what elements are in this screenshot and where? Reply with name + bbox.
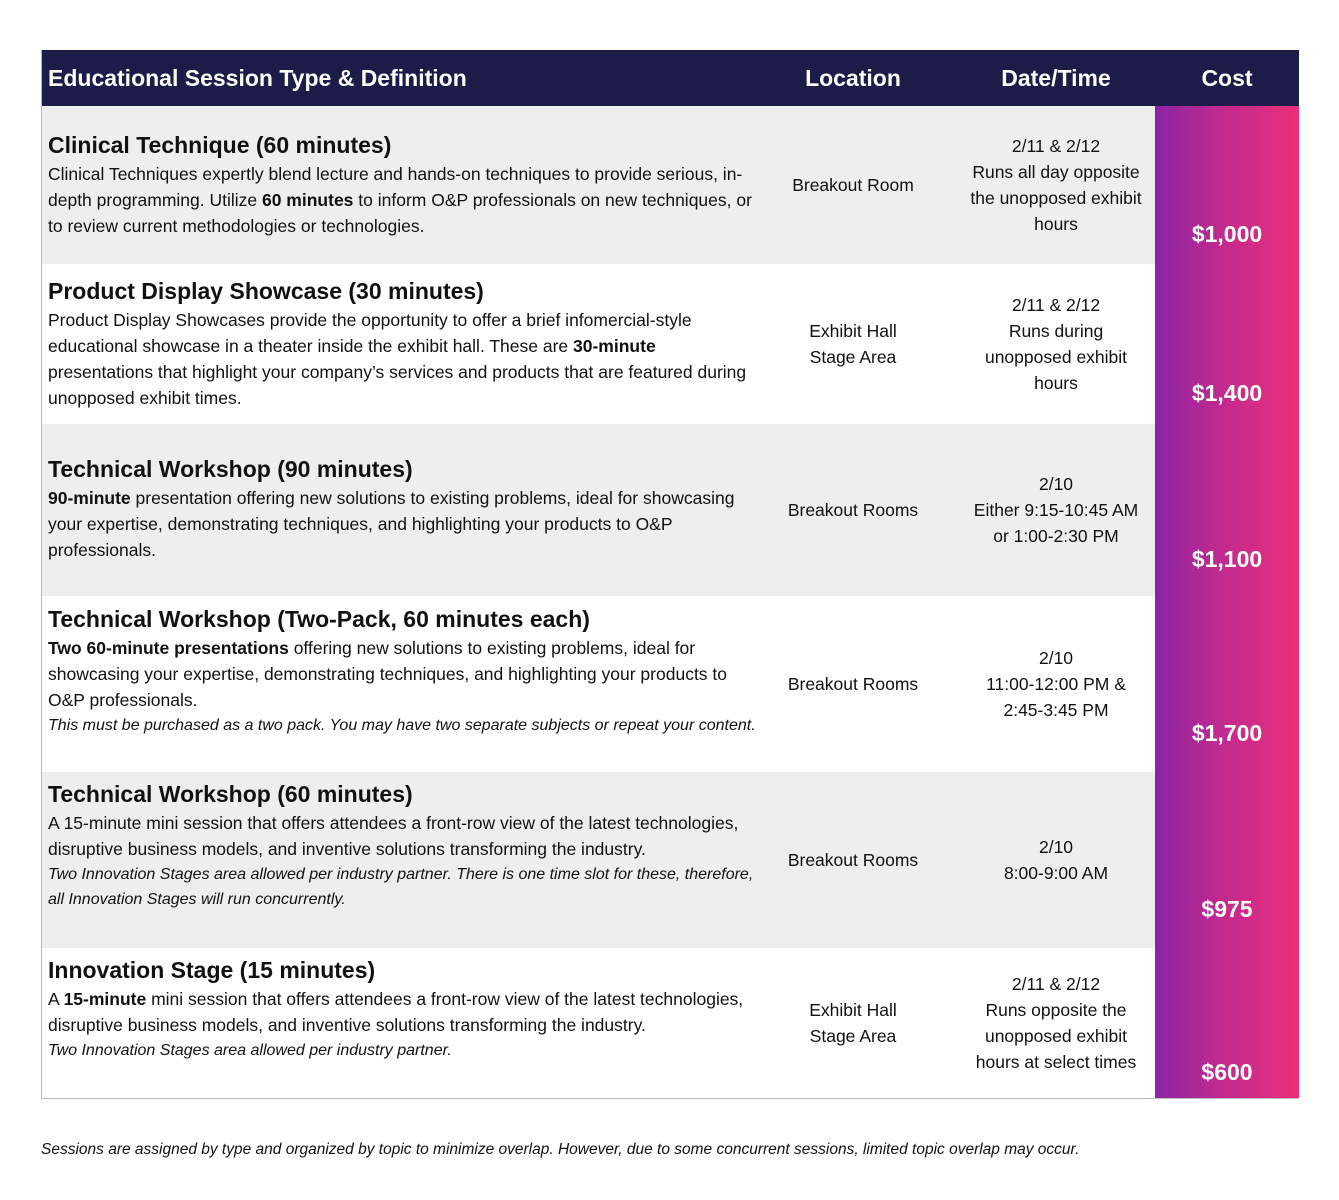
- session-description: [48, 604, 760, 738]
- date-line: Runs opposite the: [985, 1000, 1127, 1020]
- table-row: [42, 424, 1155, 596]
- cost-column: [1155, 106, 1299, 1098]
- session-title: Technical Workshop (Two-Pack, 60 minutes each): [48, 606, 590, 632]
- date-line: 8:00-9:00 AM: [1003, 863, 1109, 883]
- date-line: or 1:00-2:30 PM: [993, 526, 1119, 546]
- session-date-time: [954, 264, 1158, 424]
- date-line: hours: [1034, 214, 1078, 234]
- session-title: Innovation Stage (15 minutes): [48, 957, 376, 983]
- session-location: [774, 596, 932, 772]
- date-line: 2/10: [1038, 837, 1074, 857]
- header-location: Location: [805, 65, 901, 91]
- date-line: 2/10: [1038, 474, 1074, 494]
- body-text: presentations that highlight your company’s services and products that are featured during unopposed exhibit times.: [48, 362, 747, 408]
- header-session-type: Educational Session Type & Definition: [48, 65, 467, 91]
- session-description: [48, 955, 760, 1063]
- session-date-time: [954, 596, 1158, 772]
- session-title: Product Display Showcase (30 minutes): [48, 278, 484, 304]
- location-line: Stage Area: [809, 1026, 897, 1046]
- location-line: Exhibit Hall: [809, 1000, 897, 1020]
- date-line: 2:45-3:45 PM: [1003, 700, 1109, 720]
- session-title: Clinical Technique (60 minutes): [48, 132, 392, 158]
- header-date-time: Date/Time: [1001, 65, 1111, 91]
- session-location: [774, 948, 932, 1098]
- table-header: [42, 50, 1299, 106]
- body-text: Product Display Showcases provide the opportunity to offer a brief infomercial-style educational showcase in a theater inside the exhibit hall. These are: [48, 310, 692, 356]
- session-title: Technical Workshop (90 minutes): [48, 456, 413, 482]
- body-text: offering new solutions to existing problems, ideal for showcasing your expertise, demonstrating techniques, and highlighting your products to O&P professionals.: [48, 638, 728, 710]
- price-innovation-stage: $600: [1201, 1059, 1253, 1085]
- body-emphasis: 90-minute: [48, 488, 131, 508]
- table-row: [42, 948, 1155, 1098]
- table-row: [42, 106, 1155, 264]
- date-line: 2/11 & 2/12: [1011, 295, 1101, 315]
- session-note: Two Innovation Stages area allowed per industry partner.: [48, 1042, 452, 1059]
- session-body: [48, 307, 760, 411]
- price-technical-workshop-90: $1,100: [1191, 546, 1263, 572]
- body-text: mini session that offers attendees a front-row view of the latest technologies, disruptive business models, and inventive solutions transforming the industry.: [48, 989, 744, 1035]
- body-text: A 15-minute mini session that offers attendees a front-row view of the latest technologies, disruptive business models, and inventive solutions transforming the industry.: [48, 813, 739, 859]
- price-technical-workshop-two-pack: $1,700: [1191, 720, 1263, 746]
- table-row: [42, 596, 1155, 772]
- session-body: [48, 635, 760, 713]
- date-line: 11:00-12:00 PM &: [986, 674, 1126, 694]
- location-line: Exhibit Hall: [809, 321, 897, 341]
- session-description: [48, 130, 760, 239]
- session-location: [774, 106, 932, 264]
- date-line: hours at select times: [975, 1052, 1137, 1072]
- location-line: Breakout Rooms: [787, 500, 919, 520]
- date-line: 2/10: [1038, 648, 1074, 668]
- sessions-table: [41, 50, 1298, 1099]
- price-clinical-technique: $1,000: [1191, 221, 1263, 247]
- body-text: A: [48, 989, 64, 1009]
- session-date-time: [954, 106, 1158, 264]
- session-location: [774, 264, 932, 424]
- session-location: [774, 772, 932, 948]
- location-line: Breakout Rooms: [787, 674, 919, 694]
- session-date-time: [954, 948, 1158, 1098]
- session-title: Technical Workshop (60 minutes): [48, 781, 413, 807]
- body-emphasis: 15-minute: [63, 989, 147, 1009]
- session-body: [48, 986, 760, 1038]
- footnote: Sessions are assigned by type and organized by topic to minimize overlap. However, due to some concurrent sessions, limited topic overlap may occur.: [41, 1141, 1080, 1158]
- session-body: [48, 810, 760, 862]
- body-text: presentation offering new solutions to existing problems, ideal for showcasing your expertise, demonstrating techniques, and highlighting your products to O&P professionals.: [48, 488, 735, 560]
- session-body: [48, 161, 760, 239]
- date-line: unopposed exhibit: [984, 347, 1128, 367]
- session-description: [48, 779, 760, 912]
- date-line: 2/11 & 2/12: [1011, 136, 1101, 156]
- date-line: Either 9:15-10:45 AM: [973, 500, 1139, 520]
- table-row: [42, 772, 1155, 948]
- session-note: This must be purchased as a two pack. You may have two separate subjects or repeat your content.: [48, 717, 756, 734]
- date-line: Runs during: [1008, 321, 1104, 341]
- date-line: the unopposed exhibit: [970, 188, 1142, 208]
- body-text: to inform O&P professionals on new techniques, or to review current methodologies or technologies.: [48, 190, 752, 236]
- table-row: [42, 264, 1155, 424]
- session-body: [48, 485, 760, 563]
- date-line: 2/11 & 2/12: [1011, 974, 1101, 994]
- header-cost: Cost: [1201, 65, 1253, 91]
- session-note: Two Innovation Stages area allowed per industry partner. There is one time slot for these, therefore, all Innovation Stages will run concurrently.: [48, 866, 754, 908]
- location-line: Breakout Room: [792, 175, 914, 195]
- session-location: [774, 424, 932, 596]
- date-line: Runs all day opposite: [972, 162, 1140, 182]
- price-product-display-showcase: $1,400: [1191, 380, 1263, 406]
- session-date-time: [954, 772, 1158, 948]
- body-text: Clinical Techniques expertly blend lecture and hands-on techniques to provide serious, in-depth programming. Utilize: [48, 164, 743, 210]
- session-date-time: [954, 424, 1158, 596]
- date-line: hours: [1034, 373, 1078, 393]
- body-emphasis: 30-minute: [573, 336, 656, 356]
- date-line: unopposed exhibit: [984, 1026, 1128, 1046]
- session-description: [48, 454, 760, 563]
- body-emphasis: 60 minutes: [261, 190, 354, 210]
- session-description: [48, 276, 760, 411]
- price-technical-workshop-60: $975: [1201, 896, 1253, 922]
- location-line: Breakout Rooms: [787, 850, 919, 870]
- location-line: Stage Area: [809, 347, 897, 367]
- body-emphasis: Two 60-minute presentations: [48, 638, 289, 658]
